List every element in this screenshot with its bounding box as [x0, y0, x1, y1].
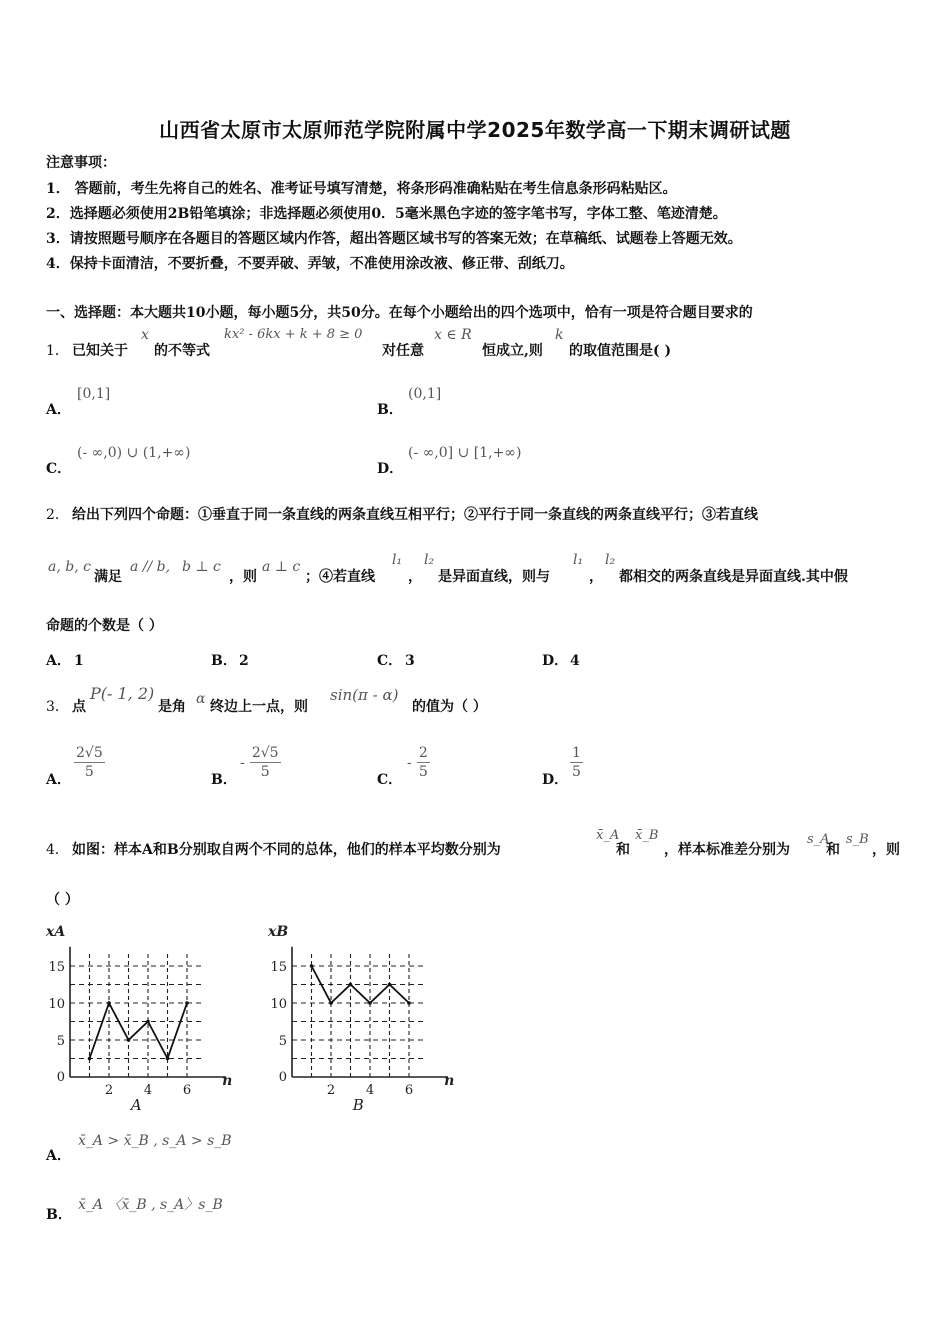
math-x-in-r: x ∈ R — [434, 327, 472, 343]
x-tick-label: 6 — [404, 1083, 414, 1098]
question-1-text: 的取值范围是( ) — [569, 343, 672, 359]
question-4-text: 和 — [826, 842, 840, 858]
option-value: 4 — [570, 653, 580, 669]
fraction — [250, 744, 281, 781]
option-label: D． — [542, 772, 569, 788]
option-label: C． — [377, 772, 403, 788]
option-value: 2 — [239, 653, 249, 669]
chart-sample-b — [262, 920, 455, 1115]
math-mean-a: x̄_A — [596, 828, 620, 843]
math-l1: l₁ — [392, 552, 403, 568]
option-label: C． — [377, 653, 403, 669]
data-point — [185, 1001, 189, 1005]
question-2-number: 2． — [46, 507, 69, 523]
option-value — [240, 744, 281, 781]
option-value — [407, 744, 430, 781]
question-3-text: 终边上一点，则 — [210, 699, 308, 715]
fraction — [74, 744, 105, 781]
option-value — [74, 744, 105, 781]
option-value — [570, 744, 583, 781]
option-label: A． — [46, 1148, 71, 1164]
option-label: B． — [211, 653, 237, 669]
question-4-number: 4． — [46, 842, 69, 858]
math-mean-b: x̄_B — [635, 828, 659, 843]
option-label: B． — [377, 402, 403, 418]
option-label: B． — [46, 1207, 72, 1223]
question-3-text: 的值为（ ） — [412, 699, 487, 715]
option-label: A． — [46, 772, 71, 788]
option-label: A． — [46, 653, 71, 669]
math-l2: l₂ — [424, 552, 435, 568]
data-point — [88, 1057, 92, 1061]
y-tick-label: 0 — [56, 1070, 65, 1085]
question-2-text: ；④若直线 — [305, 569, 375, 585]
data-point — [388, 983, 392, 987]
question-2-text: 是异面直线，则与 — [438, 569, 550, 585]
notice-item: 1． 答题前，考生先将自己的姓名、准考证号填写清楚，将条形码准确粘贴在考生信息条形码粘贴区。 — [46, 181, 677, 197]
math-perp: a ⊥ c — [262, 559, 301, 575]
chart-sample-a — [40, 920, 233, 1115]
data-point — [349, 983, 353, 987]
fraction-denominator: 5 — [572, 764, 581, 780]
data-point — [329, 1001, 333, 1005]
option-value: (- ∞,0) ∪ (1,+∞) — [77, 445, 191, 461]
x-tick-label: 2 — [326, 1083, 336, 1098]
y-tick-label: 5 — [56, 1034, 65, 1049]
question-1-text: 对任意 — [382, 343, 424, 359]
chart-title: A — [130, 1096, 142, 1114]
option-value: (- ∞,0] ∪ [1,+∞) — [408, 445, 522, 461]
section-heading: 一、选择题：本大题共10小题，每小题5分，共50分。在每个小题给出的四个选项中，恰有一项是符合题目要求的 — [46, 305, 753, 321]
question-2-text: 命题的个数是（ ） — [46, 618, 163, 634]
option-value: (0,1] — [408, 386, 442, 402]
option-sign: - — [240, 755, 245, 771]
option-value: 3 — [405, 653, 415, 669]
math-l2: l₂ — [605, 552, 616, 568]
question-1-number: 1． — [46, 343, 69, 359]
y-tick-label: 15 — [270, 960, 287, 975]
y-tick-label: 10 — [48, 997, 65, 1012]
math-alpha: α — [196, 691, 206, 707]
option-label: A． — [46, 402, 71, 418]
question-1-text: 已知关于 — [72, 343, 128, 359]
math-parallel: a // b, — [130, 559, 171, 575]
notice-item: 2．选择题必须使用2B铅笔填涂；非选择题必须使用0．5毫米黑色字迹的签字笔书写，字体工整、笔迹清楚。 — [46, 206, 727, 222]
question-2-text: 满足 — [94, 569, 122, 585]
x-axis-label: n — [444, 1073, 455, 1089]
data-point — [407, 1001, 411, 1005]
data-point — [368, 1001, 372, 1005]
fraction — [570, 744, 583, 781]
fraction — [417, 744, 430, 781]
x-axis-label: n — [222, 1073, 233, 1089]
question-4-text: ，则 — [872, 842, 900, 858]
question-4-text: （ ） — [46, 892, 79, 908]
math-std-a: s_A — [807, 832, 830, 847]
question-1-text: 恒成立,则 — [482, 343, 543, 359]
option-value: x̄_A 〈x̄_B , s_A〉s_B — [78, 1197, 223, 1213]
fraction-denominator: 5 — [84, 764, 94, 780]
data-point — [310, 964, 314, 968]
question-3-text: 是角 — [158, 699, 186, 715]
x-tick-label: 4 — [143, 1083, 153, 1098]
option-label: B． — [211, 772, 237, 788]
y-tick-label: 5 — [278, 1034, 287, 1049]
question-2-text: ， — [408, 569, 422, 585]
option-value: 1 — [74, 653, 84, 669]
option-value: x̄_A > x̄_B , s_A > s_B — [78, 1133, 232, 1149]
y-axis-label: xB — [268, 924, 289, 940]
math-k: k — [555, 327, 564, 343]
fraction-numerator: 2√5 — [251, 745, 279, 761]
math-abc: a, b, c — [48, 559, 91, 575]
fraction-denominator: 5 — [418, 764, 428, 780]
question-4-text: 如图：样本A和B分别取自两个不同的总体，他们的样本平均数分别为 — [72, 842, 501, 858]
notice-item: 3．请按照题号顺序在各题目的答题区域内作答，超出答题区域书写的答案无效；在草稿纸、试题卷上答题无效。 — [46, 231, 742, 247]
option-label: D． — [542, 653, 569, 669]
question-4-text: 和 — [616, 842, 630, 858]
fraction-numerator: 2 — [418, 745, 428, 761]
math-perp: b ⊥ c — [182, 559, 221, 575]
question-2-text: 给出下列四个命题：①垂直于同一条直线的两条直线互相平行；②平行于同一条直线的两条直线平行；③若直线 — [72, 507, 758, 523]
y-tick-label: 0 — [278, 1070, 287, 1085]
x-tick-label: 4 — [365, 1083, 375, 1098]
x-tick-label: 6 — [182, 1083, 192, 1098]
option-label: C． — [46, 461, 72, 477]
data-point — [107, 1001, 111, 1005]
option-value: [0,1] — [77, 386, 111, 402]
question-4-text: ，样本标准差分别为 — [664, 842, 790, 858]
question-3-text: 点 — [72, 699, 86, 715]
y-tick-label: 10 — [270, 997, 287, 1012]
x-tick-label: 2 — [104, 1083, 114, 1098]
math-expression: sin(π - α) — [330, 686, 399, 704]
question-1-text: 的不等式 — [154, 343, 210, 359]
question-2-text: ， — [589, 569, 603, 585]
math-x: x — [141, 327, 149, 343]
math-std-b: s_B — [846, 832, 869, 847]
option-sign: - — [407, 755, 412, 771]
question-2-text: ，则 — [229, 569, 257, 585]
data-point — [166, 1057, 170, 1061]
data-series-line — [90, 1003, 188, 1059]
y-tick-label: 15 — [48, 960, 65, 975]
notice-item: 4．保持卡面清洁，不要折叠，不要弄破、弄皱，不准使用涂改液、修正带、刮纸刀。 — [46, 256, 574, 272]
notice-heading: 注意事项： — [46, 155, 116, 171]
chart-title: B — [352, 1096, 364, 1114]
question-2-text: 都相交的两条直线是异面直线.其中假 — [619, 569, 848, 585]
math-inequality: kx² - 6kx + k + 8 ≥ 0 — [224, 327, 363, 342]
question-3-number: 3． — [46, 699, 69, 715]
fraction-denominator: 5 — [260, 764, 270, 780]
option-label: D． — [377, 461, 404, 477]
data-point — [146, 1020, 150, 1024]
math-point: P(- 1, 2) — [90, 684, 155, 703]
page-title: 山西省太原市太原师范学院附属中学2025年数学高一下期末调研试题 — [159, 118, 791, 142]
math-l1: l₁ — [573, 552, 584, 568]
y-axis-label: xA — [46, 924, 66, 940]
data-point — [127, 1038, 131, 1042]
fraction-numerator: 2√5 — [76, 745, 103, 761]
fraction-numerator: 1 — [572, 745, 581, 761]
